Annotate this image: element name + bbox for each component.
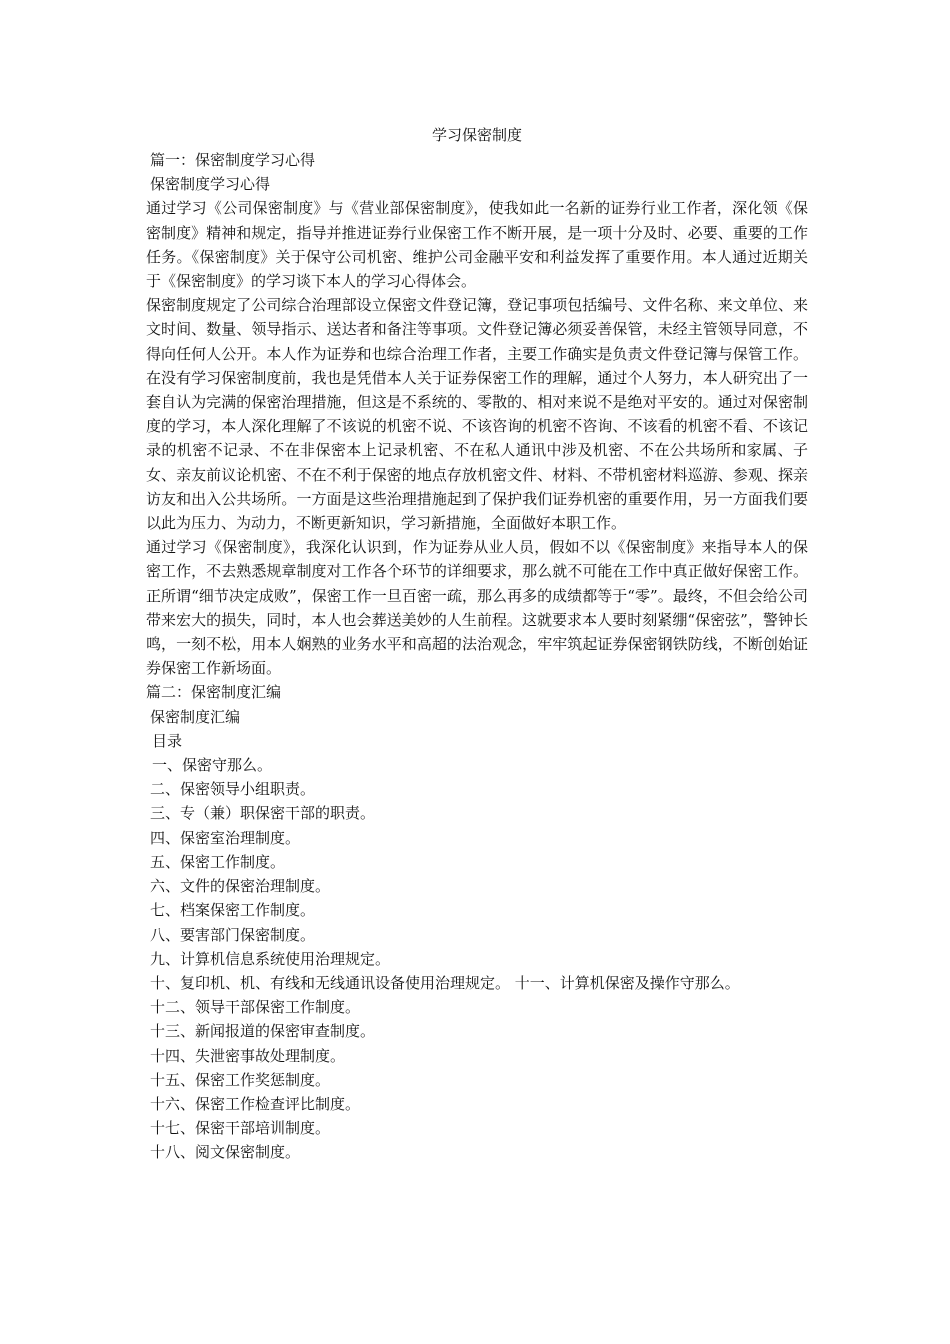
toc-item: 十八、阅文保密制度。 bbox=[150, 1143, 301, 1162]
paragraph-2: 保密制度规定了公司综合治理部设立保密文件登记簿，登记事项包括编号、文件名称、来文单位、来文时间、数量、领导指示、送达者和备注等事项。文件登记簿必须妥善保管，未经主管领导同意，不得向任何人公开。本人作为证券和也综合治理工作者，主要工作确实是负责文件登记簿与保管工作。在没有学习保密制度前，我也是凭借本人关于证券保密工作的理解，通过个人努力，本人研究出了一套自认为完满的保密治理措施，但这是不系统的、零散的、相对来说不是绝对平安的。通过对保密制度的学习，本人深化理解了不该说的机密不说、不该咨询的机密不咨询、不该看的机密不看、不该记录的机密不记录、不在非保密本上记录机密、不在私人通讯中涉及机密、不在公共场所和家属、子女、亲友前议论机密、不在不利于保密的地点存放机密文件、材料、不带机密材料巡游、参观、探亲访友和出入公共场所。一方面是这些治理措施起到了保护我们证券机密的重要作用，另一方面我们要以此为压力、为动力，不断更新知识，学习新措施，全面做好本职工作。 bbox=[146, 296, 808, 533]
toc-item: 十、复印机、机、有线和无线通讯设备使用治理规定。 十一、计算机保密及操作守那么。 bbox=[150, 973, 740, 992]
toc-item: 七、档案保密工作制度。 bbox=[150, 901, 316, 920]
toc-item: 十六、保密工作检查评比制度。 bbox=[150, 1094, 361, 1113]
document-title: 学习保密制度 bbox=[431, 126, 522, 144]
part2-heading: 篇二：保密制度汇编 bbox=[146, 683, 282, 702]
toc-item: 四、保密室治理制度。 bbox=[150, 828, 301, 847]
toc-item: 六、文件的保密治理制度。 bbox=[150, 877, 331, 896]
toc-item: 十四、失泄密事故处理制度。 bbox=[150, 1046, 346, 1065]
toc-item: 二、保密领导小组职责。 bbox=[150, 780, 316, 799]
toc-item: 一、保密守那么。 bbox=[152, 756, 273, 775]
part1-subtitle: 保密制度学习心得 bbox=[150, 175, 271, 194]
part2-subtitle: 保密制度汇编 bbox=[150, 707, 241, 726]
toc-list bbox=[146, 753, 808, 1164]
toc-item: 十五、保密工作奖惩制度。 bbox=[150, 1070, 331, 1089]
document-page bbox=[146, 122, 808, 1165]
part1-heading: 篇一：保密制度学习心得 bbox=[150, 151, 316, 169]
paragraph-1: 通过学习《公司保密制度》与《营业部保密制度》，使我如此一名新的证券行业工作者，深化领《保密制度》精神和规定，指导并推进证券行业保密工作不断开展，是一项十分及时、必要、重要的工作任务。《保密制度》关于保守公司机密、维护公司金融平安和利益发挥了重要作用。本人通过近期关于《保密制度》的学习谈下本人的学习心得体会。 bbox=[146, 199, 808, 291]
toc-item: 八、要害部门保密制度。 bbox=[150, 925, 316, 944]
toc-item: 三、专（兼）职保密干部的职责。 bbox=[150, 804, 376, 823]
toc-item: 十七、保密干部培训制度。 bbox=[150, 1119, 331, 1138]
paragraph-3: 通过学习《保密制度》，我深化认识到，作为证券从业人员，假如不以《保密制度》来指导本人的保密工作，不去熟悉规章制度对工作各个环节的详细要求，那么就不可能在工作中真正做好保密工作。正所谓“细节决定成败”，保密工作一旦百密一疏，那么再多的成绩都等于“零”。最终，不但会给公司带来宏大的损失，同时，本人也会葬送美妙的人生前程。这就要求本人要时刻紧绷“保密弦”，警钟长鸣，一刻不松，用本人娴熟的业务水平和高超的法治观念，牢牢筑起证券保密钢铁防线，不断创始证券保密工作新场面。 bbox=[146, 538, 808, 678]
toc-item: 十三、新闻报道的保密审查制度。 bbox=[150, 1022, 376, 1041]
toc-item: 九、计算机信息系统使用治理规定。 bbox=[150, 949, 391, 968]
toc-item: 十二、领导干部保密工作制度。 bbox=[150, 998, 361, 1017]
toc-heading: 目录 bbox=[152, 731, 183, 750]
toc-item: 五、保密工作制度。 bbox=[150, 852, 286, 871]
